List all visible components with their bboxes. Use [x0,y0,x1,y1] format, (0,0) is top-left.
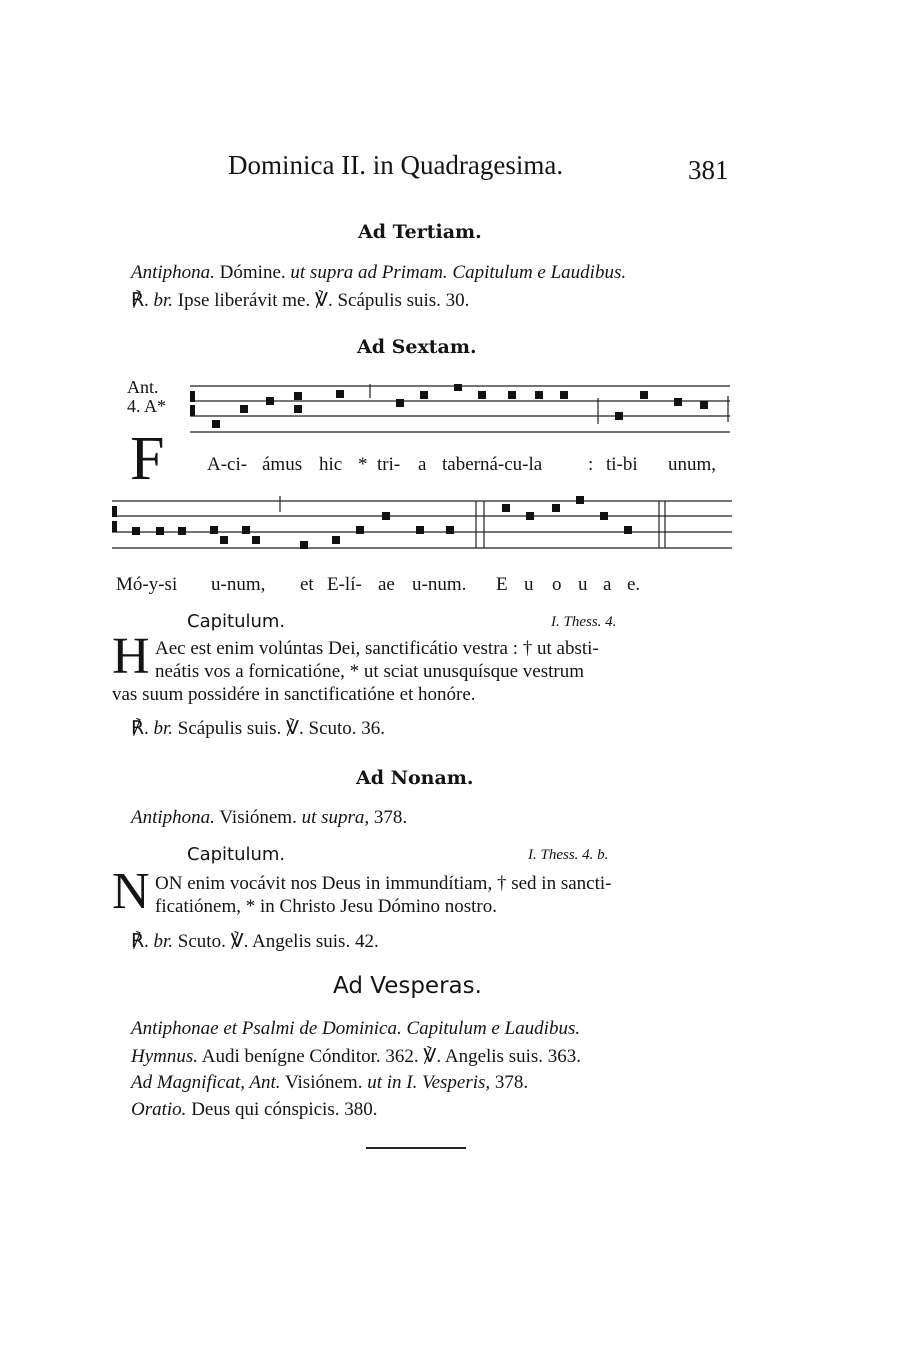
magnificat-text: Visiónem. [284,1072,363,1093]
end-rule [366,1147,466,1149]
response-symbol: ℟. [131,290,149,311]
syllable: o [552,574,562,595]
syllable: ti-bi [606,454,638,475]
vesperae-line-2 [131,1045,581,1068]
capitulum-label: Capitulum. [187,611,286,632]
page-number: 381 [688,155,729,185]
capitulum-line: ON enim vocávit nos Deus in immundítiam, † sed in sancti- [155,873,612,894]
versicle-symbol: ℣. [230,931,249,952]
capitulum-line: neátis vos a fornicatióne, * ut sciat unusquísque vestrum [155,661,584,682]
antiphon-label-block [127,378,166,416]
syllable: ámus [262,454,303,475]
antiphona-note: ut supra, [301,807,370,828]
vesperae-line-4 [131,1099,377,1121]
responsory-text: Scuto. [177,931,226,952]
breve-label: br. [153,718,174,739]
hymnus-text: Audi benígne Cónditor. 362. [201,1046,419,1067]
chant-staff-1 [190,384,730,436]
sexta-responsory-line [131,717,385,740]
capitulum-reference: I. Thess. 4. b. [528,847,609,863]
syllable: : [588,454,594,475]
syllable: a [603,574,612,595]
versicle-symbol: ℣. [286,718,304,739]
versicle-symbol: ℣. [423,1046,442,1067]
responsory-text: Scápulis suis. [177,718,282,739]
syllable: taberná-cu-la [442,454,543,475]
versicle-text: Angelis suis. 42. [252,931,379,952]
vesperae-line-1 [131,1018,580,1040]
syllable: E-lí- [327,574,362,595]
capitulum-reference: I. Thess. 4. [551,614,617,630]
capitulum-line: vas suum possidére in sanctificatióne et honóre. [112,684,476,705]
antiphona-page: 378. [373,807,408,828]
versicle-text: Scápulis suis. 30. [337,290,470,311]
versicle-text: Scuto. 36. [308,718,386,739]
antiphona-incipit: Dómine. [219,262,286,283]
syllable: a [418,454,427,475]
heading-ad-tertiam: Ad Tertiam. [358,221,482,243]
capitulum-line: ficatiónem, * in Christo Jesu Dómino nostro. [155,896,497,917]
heading-ad-vesperas: Ad Vesperas. [333,973,482,999]
tertia-responsory-line [131,289,469,312]
vesperae-note: Antiphonae et Psalmi de Dominica. Capitulum e Laudibus. [131,1018,581,1039]
magnificat-page: 378. [494,1072,529,1093]
syllable: E [496,574,508,595]
vesperae-line-3 [131,1072,528,1094]
dropcap-f: F [130,425,165,493]
syllable: A-ci- [207,454,248,475]
capitulum-line: Aec est enim volúntas Dei, sanctificátio vestra : † ut absti- [155,638,599,659]
syllable: u [524,574,534,595]
syllable: unum, [668,454,717,475]
oratio-label: Oratio. [131,1099,187,1120]
syllable: et [300,574,314,595]
versicle-symbol: ℣. [314,290,333,311]
breve-label: br. [153,931,174,952]
dropcap-h: H [112,628,150,685]
syllable: ae [378,574,395,595]
versicle-text: Angelis suis. 363. [444,1046,582,1067]
syllable: Mó-y-si [116,574,178,595]
antiphona-note: ut supra ad Primam. Capitulum e Laudibus. [290,262,627,283]
running-head-title: Dominica II. in Quadragesima. [228,150,564,180]
antiphona-label: Antiphona. [131,807,215,828]
heading-ad-nonam: Ad Nonam. [356,767,474,789]
syllable: hic [319,454,343,475]
breve-label: br. [153,290,174,311]
response-symbol: ℟. [131,718,149,739]
antiphona-incipit: Visiónem. [219,807,297,828]
syllable: u [578,574,588,595]
nona-antiphona-line [131,807,407,829]
ant-label: Ant. [127,377,159,397]
hymnus-label: Hymnus. [131,1046,199,1067]
chant-staff-2 [112,496,732,554]
responsory-text: Ipse liberávit me. [177,290,311,311]
magnificat-label: Ad Magnificat, Ant. [131,1072,281,1093]
nona-responsory-line [131,930,379,953]
oratio-text: Deus qui cónspicis. 380. [191,1099,378,1120]
syllable: * [358,454,368,475]
antiphona-label: Antiphona. [131,262,215,283]
tertia-antiphona-line [131,262,626,284]
syllable: tri- [377,454,401,475]
syllable: u-num, [211,574,266,595]
syllable: e. [627,574,641,595]
dropcap-n: N [112,863,150,920]
response-symbol: ℟. [131,931,149,952]
capitulum-label: Capitulum. [187,844,286,865]
syllable: u-num. [412,574,467,595]
heading-ad-sextam: Ad Sextam. [357,336,477,358]
magnificat-note: ut in I. Vesperis, [367,1072,491,1093]
mode-label: 4. A* [127,396,167,416]
